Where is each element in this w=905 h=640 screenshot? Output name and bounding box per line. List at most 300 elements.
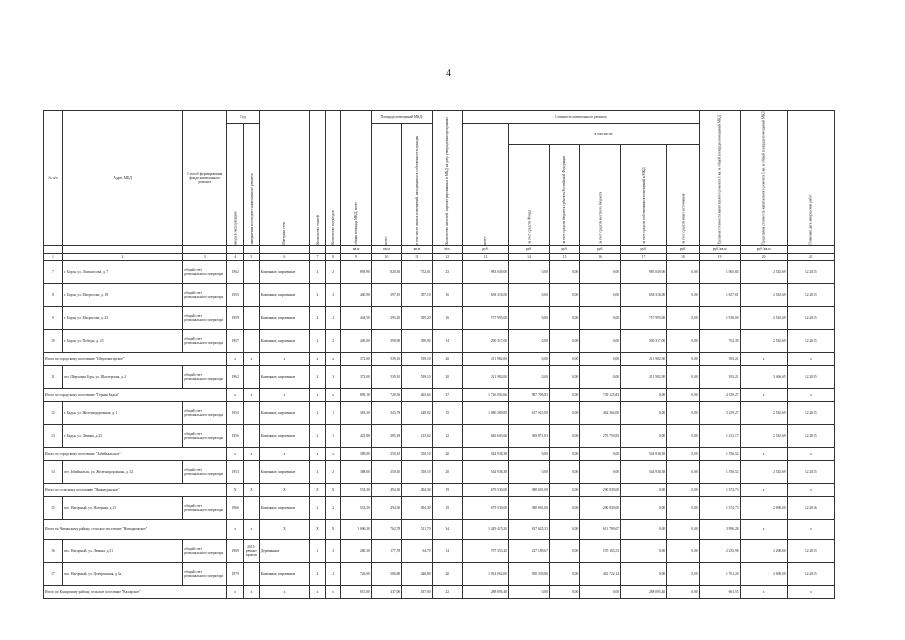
table-cell: x	[787, 388, 834, 401]
table-cell: 13	[44, 424, 63, 447]
table-cell: 1 918,00	[699, 306, 740, 329]
col-header-regional-budget: за счет средств бюджета субъекта Российской Федерации	[549, 144, 579, 245]
table-cell: 390,90	[371, 329, 401, 352]
table-cell: 15	[432, 401, 462, 424]
table-cell: 211 982,00	[621, 365, 667, 388]
table-cell: 1954	[227, 401, 244, 424]
capital-repair-table	[43, 110, 835, 599]
table-cell: 544 938,38	[462, 460, 508, 483]
col-header-entrances: Количество подъездов	[325, 111, 341, 246]
table-cell: 739 125,83	[580, 388, 621, 401]
subtotal-row	[44, 585, 835, 598]
table-cell: 539,10	[402, 352, 432, 365]
column-number-cell: 20	[740, 253, 787, 260]
units-cell-empty	[183, 245, 227, 253]
column-number-cell: 1	[44, 253, 63, 260]
table-cell: 0,00	[667, 460, 700, 483]
table-cell: 34	[432, 519, 462, 539]
table-cell: 679 530,00	[462, 496, 508, 519]
table-cell: 4 359,27	[699, 388, 740, 401]
subtotal-label: Итого по Каларскому району, сельское поселение "Каларское"	[44, 585, 227, 598]
subtotal-label: Итого по городскому поселению "Шерловогорское"	[44, 352, 227, 365]
table-cell: 983 049,00	[621, 260, 667, 283]
table-cell: 658 316,00	[462, 283, 508, 306]
table-cell: Каменные, кирпичные	[259, 306, 309, 329]
table-cell: 757 995,00	[462, 306, 508, 329]
table-cell: 211 982,00	[621, 352, 667, 365]
column-number-cell: 12	[432, 253, 462, 260]
table-cell: x	[227, 388, 244, 401]
table-cell: 0,00	[667, 483, 700, 496]
table-cell: x	[244, 585, 260, 598]
table-cell: 1956	[227, 424, 244, 447]
col-header-year-commission: ввода в эксплуатацию	[227, 124, 244, 246]
table-cell: 8	[44, 283, 63, 306]
column-number-cell: 3	[183, 253, 227, 260]
table-cell: 440,90	[341, 283, 371, 306]
table-cell: 211 982,00	[462, 365, 508, 388]
table-cell: x	[227, 585, 244, 598]
col-header-planned-date: Плановая дата завершения работ	[787, 111, 834, 246]
table-cell: 752,61	[402, 260, 432, 283]
table-cell: 0,00	[580, 306, 621, 329]
units-cell: руб.	[621, 245, 667, 253]
table-cell: 388,00	[341, 460, 371, 483]
table-cell: общий счет регионального оператора	[183, 460, 227, 483]
table-cell: 0,00	[667, 447, 700, 460]
column-number-cell: 21	[787, 253, 834, 260]
column-number-cell: 14	[509, 253, 550, 260]
table-cell: 0,00	[549, 539, 579, 562]
table-cell: 2 235,98	[699, 539, 740, 562]
units-cell-empty	[62, 245, 182, 253]
col-header-year: Год	[227, 111, 259, 124]
column-number-cell: 18	[667, 253, 700, 260]
table-cell: x	[787, 352, 834, 365]
table-cell: 2 545,69	[740, 401, 787, 424]
table-cell: 437,00	[371, 585, 401, 598]
units-cell-empty	[227, 245, 244, 253]
table-cell: пгт. Забайкальск, ул. Железнодорожная, д. 32	[62, 460, 182, 483]
table-cell: 288 095,40	[462, 585, 508, 598]
table-cell: общий счет регионального оператора	[183, 424, 227, 447]
col-header-owners: за счет средств собственников помещений в МКД	[621, 144, 667, 245]
table-cell: 12.2015	[787, 365, 834, 388]
table-cell: X	[259, 483, 309, 496]
table-cell: 590 339,86	[509, 562, 550, 585]
table-cell: 2	[310, 329, 326, 352]
table-cell: 215,62	[402, 424, 432, 447]
table-cell: общий счет регионального оператора	[183, 260, 227, 283]
table-cell: x	[259, 585, 309, 598]
table-cell: общий счет регионального оператора	[183, 306, 227, 329]
table-cell: 280,30	[341, 539, 371, 562]
table-cell: 0,00	[621, 388, 667, 401]
table-cell: x	[325, 447, 341, 460]
table-row	[44, 365, 835, 388]
table-cell: 350,10	[371, 460, 401, 483]
column-number-cell: 19	[699, 253, 740, 260]
table-cell: общий счет регионального оператора	[183, 283, 227, 306]
table-cell: 3 996,28	[699, 519, 740, 539]
table-cell	[244, 460, 260, 483]
table-cell: 762,78	[371, 519, 401, 539]
table-cell: 0,00	[549, 388, 579, 401]
table-cell: 395,20	[402, 306, 432, 329]
table-cell: Каменные, кирпичные	[259, 365, 309, 388]
units-cell-empty	[787, 245, 834, 253]
table-cell: 20	[432, 447, 462, 460]
table-cell: 20	[432, 365, 462, 388]
table-cell: 461 722,14	[580, 562, 621, 585]
table-cell: X	[325, 483, 341, 496]
table-cell: 0,00	[667, 401, 700, 424]
table-cell: 12.2015	[787, 283, 834, 306]
table-cell: 248,02	[402, 401, 432, 424]
table-cell: 0,00	[580, 352, 621, 365]
table-cell: Каменные, кирпичные	[259, 496, 309, 519]
table-cell: 463,64	[402, 388, 432, 401]
table-cell: 0,00	[667, 562, 700, 585]
table-cell: 1 726 092,66	[462, 388, 508, 401]
col-header-residents: Количество жителей, зарегистрированных в МКД на дату утверждения программы	[432, 111, 462, 246]
table-cell: X	[310, 519, 326, 539]
table-cell: 817 625,53	[509, 519, 550, 539]
table-cell: общий счет регионального оператора	[183, 562, 227, 585]
table-cell: 1953	[227, 460, 244, 483]
table-cell: 0,00	[621, 519, 667, 539]
subtotal-row	[44, 519, 835, 539]
table-cell: 12.2015	[787, 306, 834, 329]
col-header-area-group: Площадь помещений МКД:	[371, 111, 432, 124]
column-number-cell: 7	[310, 253, 326, 260]
table-cell: 0,00	[509, 329, 550, 352]
table-cell: 0,00	[509, 352, 550, 365]
table-cell: пгт. Шерловая Гора, ул. Шахтерская, д. 2	[62, 365, 182, 388]
table-cell: 369 871,83	[509, 424, 550, 447]
column-number-cell: 8	[325, 253, 341, 260]
table-cell: г. Борзя, ул. Ломоносова, д. 7	[62, 260, 182, 283]
table-cell: 0,00	[549, 352, 579, 365]
table-cell: пос. Нагорный, ул. Нагорная, д.13	[62, 496, 182, 519]
table-cell: x	[310, 585, 326, 598]
table-cell: 350,10	[402, 447, 432, 460]
table-cell: 388 691,00	[509, 496, 550, 519]
subtotal-label: Итого по сельскому поселению "Нижнедонское"	[44, 483, 227, 496]
units-cell: руб.	[580, 245, 621, 253]
column-number-cell: 11	[402, 253, 432, 260]
units-cell: кв.м	[402, 245, 432, 253]
table-cell: 2	[310, 424, 326, 447]
table-cell: 0,00	[509, 260, 550, 283]
table-cell: 19	[432, 496, 462, 519]
table-cell	[244, 496, 260, 519]
table-cell: 0,00	[621, 496, 667, 519]
table-cell: 20	[432, 352, 462, 365]
table-cell: 828,30	[371, 260, 401, 283]
table-cell: 0,00	[667, 424, 700, 447]
table-cell: Деревянные	[259, 539, 309, 562]
table-cell: 14	[44, 460, 63, 483]
column-number-cell: 17	[621, 253, 667, 260]
column-number-cell: 13	[462, 253, 508, 260]
table-row	[44, 260, 835, 283]
table-cell: 0,00	[667, 585, 700, 598]
column-number-cell: 9	[341, 253, 371, 260]
table-cell: 494,30	[371, 483, 401, 496]
units-cell: чел.	[432, 245, 462, 253]
table-cell: 0,00	[580, 447, 621, 460]
table-cell: 12	[432, 424, 462, 447]
table-cell: x	[227, 519, 244, 539]
table-cell: 0,00	[549, 496, 579, 519]
table-cell: 0,00	[549, 306, 579, 329]
table-cell: 2	[325, 496, 341, 519]
table-cell: общий счет регионального оператора	[183, 539, 227, 562]
subtotal-label: Итого по Читинскому району, сельское поселение "Новоднежское"	[44, 519, 227, 539]
table-cell: 425,88	[341, 424, 371, 447]
column-number-cell: 4	[227, 253, 244, 260]
subtotal-row	[44, 388, 835, 401]
table-cell: X	[310, 483, 326, 496]
table-cell: 397,10	[402, 283, 432, 306]
table-cell: 0,00	[549, 585, 579, 598]
table-cell: 0,00	[580, 460, 621, 483]
col-header-cost-all: всего	[462, 124, 508, 246]
col-header-cost-group: Стоимость капитального ремонта	[462, 111, 699, 124]
table-cell: 0,00	[667, 519, 700, 539]
table-cell: 12.2015	[787, 401, 834, 424]
col-header-local-budget: за счет средств местного бюджета	[580, 144, 621, 245]
table-cell: 0,00	[621, 424, 667, 447]
table-cell: x	[244, 447, 260, 460]
table-cell: 1969	[227, 539, 244, 562]
table-cell: 7	[44, 260, 63, 283]
col-header-limit-cost: Предельная стоимость капитального ремонта 1 кв. м общей площади помещений МКД	[740, 111, 787, 246]
table-row	[44, 424, 835, 447]
table-cell: 2	[310, 496, 326, 519]
table-cell: 2	[325, 329, 341, 352]
table-cell: 372,00	[341, 365, 371, 388]
column-number-cell: 16	[580, 253, 621, 260]
table-cell: x	[787, 519, 834, 539]
table-cell: 1 052 062,00	[462, 562, 508, 585]
table-cell: 1 374,73	[699, 483, 740, 496]
units-row	[44, 245, 835, 253]
units-cell-empty	[44, 245, 63, 253]
table-cell: 0,00	[509, 585, 550, 598]
table-cell: 0,00	[549, 460, 579, 483]
table-cell: 2 545,69	[740, 306, 787, 329]
table-cell: 12.2015	[787, 460, 834, 483]
table-cell	[244, 283, 260, 306]
table-cell: 0,00	[509, 365, 550, 388]
table-row	[44, 496, 835, 519]
table-cell: 390,90	[402, 329, 432, 352]
table-cell: 0,00	[549, 401, 579, 424]
table-cell: 9	[44, 306, 63, 329]
table-cell: x	[259, 352, 309, 365]
table-cell: 0,00	[580, 260, 621, 283]
table-cell: 1 065,84	[699, 260, 740, 283]
table-cell: 0,00	[667, 365, 700, 388]
table-row	[44, 329, 835, 352]
table-cell: 350,10	[371, 447, 401, 460]
subtotal-row	[44, 483, 835, 496]
table-cell: x	[787, 483, 834, 496]
table-row	[44, 539, 835, 562]
col-header-total-area: общая площадь МКД, всего	[341, 111, 371, 246]
table-cell: 0,00	[621, 401, 667, 424]
table-cell: x	[787, 585, 834, 598]
col-header-address: Адрес МКД	[62, 111, 182, 246]
column-numbers-row	[44, 253, 835, 260]
table-cell: 2	[310, 562, 326, 585]
table-cell: X	[259, 519, 309, 539]
table-cell: 2 690,00	[740, 562, 787, 585]
table-cell: 211 982,00	[462, 352, 508, 365]
units-cell: руб.	[509, 245, 550, 253]
table-cell: Каменные, кирпичные	[259, 283, 309, 306]
table-cell: общий счет регионального оператора	[183, 365, 227, 388]
table-cell: Каменные, кирпичные	[259, 562, 309, 585]
table-row	[44, 283, 835, 306]
table-cell: 350,10	[402, 460, 432, 483]
table-cell: 388 691,00	[509, 483, 550, 496]
table-cell: 27	[432, 388, 462, 401]
table-cell: 539,10	[402, 365, 432, 388]
table-cell: X	[227, 483, 244, 496]
units-cell-empty	[244, 245, 260, 253]
table-cell: общий счет регионального оператора	[183, 329, 227, 352]
table-cell: 437,00	[402, 585, 432, 598]
table-cell: 2 545,69	[740, 460, 787, 483]
table-cell: 2 545,69	[740, 329, 787, 352]
table-cell: 1	[310, 539, 326, 562]
table-cell: Каменные, кирпичные	[259, 460, 309, 483]
column-number-cell: 6	[259, 253, 309, 260]
table-cell: 177,78	[371, 539, 401, 562]
table-cell: x	[244, 352, 260, 365]
table-cell: 2 690,00	[740, 496, 787, 519]
table-cell: 3 259,27	[699, 401, 740, 424]
table-cell: 1959	[227, 306, 244, 329]
table-cell: x	[227, 447, 244, 460]
table-cell: 661,55	[699, 585, 740, 598]
table-row	[44, 401, 835, 424]
table-cell: 19	[432, 483, 462, 496]
table-cell: 0,00	[621, 539, 667, 562]
table-cell: 0,00	[580, 283, 621, 306]
table-cell: 2	[310, 283, 326, 306]
table-cell: 1 556,52	[699, 460, 740, 483]
table-cell: 393,21	[699, 365, 740, 388]
table-cell: 0,00	[549, 447, 579, 460]
table-cell: г. Бадья, ул. Железнодорожная, д. 1	[62, 401, 182, 424]
table-cell: 2013-ремонт кровли	[244, 539, 260, 562]
table-cell: 14	[432, 539, 462, 562]
table-cell: г. Борзя, ул. Матросова, д. 18	[62, 283, 182, 306]
table-cell: x	[244, 519, 260, 539]
table-cell: 343,78	[371, 401, 401, 424]
table-cell: 0,00	[549, 483, 579, 496]
table-cell: 10	[44, 329, 63, 352]
table-cell: x	[740, 519, 787, 539]
table-cell: 539,10	[371, 352, 401, 365]
table-cell: X	[325, 519, 341, 539]
col-header-floors: Количество этажей	[310, 111, 326, 246]
table-cell: 2	[325, 283, 341, 306]
table-cell: 3	[325, 539, 341, 562]
table-cell: 511,70	[402, 519, 432, 539]
table-cell: x	[740, 352, 787, 365]
table-cell: 570 163,53	[580, 539, 621, 562]
table-cell: 0,00	[549, 283, 579, 306]
table-cell: x	[310, 352, 326, 365]
column-number-cell: 5	[244, 253, 260, 260]
table-cell: 11	[44, 365, 63, 388]
table-cell: 2	[310, 460, 326, 483]
col-header-unit-cost: Удельная стоимость капитального ремонта 1 кв. м общей площади помещений МКД	[699, 111, 740, 246]
table-cell: 757 995,00	[621, 306, 667, 329]
table-cell: X	[244, 483, 260, 496]
table-cell: 658 316,00	[621, 283, 667, 306]
table-cell: 2	[325, 306, 341, 329]
table-cell	[244, 306, 260, 329]
table-cell	[244, 260, 260, 283]
table-cell: 64,70	[402, 539, 432, 562]
table-cell: 1	[325, 424, 341, 447]
table-cell: 23	[432, 260, 462, 283]
table-cell: 290 839,00	[580, 496, 621, 519]
column-number-cell: 15	[549, 253, 579, 260]
col-header-including: в том числе:	[509, 124, 700, 145]
table-cell: 0,00	[580, 365, 621, 388]
table-cell: 383,30	[341, 401, 371, 424]
table-cell: x	[325, 585, 341, 598]
table-cell: 1 556,52	[699, 447, 740, 460]
table-cell: 12.2015	[787, 562, 834, 585]
table-cell: 288 095,40	[621, 585, 667, 598]
table-cell: x	[740, 483, 787, 496]
table-cell: 12.2015	[787, 539, 834, 562]
table-cell: 1957	[227, 329, 244, 352]
units-cell: руб./кв.м	[740, 245, 787, 253]
table-cell: 2 545,69	[740, 283, 787, 306]
table-cell: 0,00	[580, 329, 621, 352]
table-cell: 494,30	[402, 483, 432, 496]
table-cell: общий счет регионального оператора	[183, 496, 227, 519]
table-cell: 15	[44, 496, 63, 519]
table-cell: 3	[325, 365, 341, 388]
table-cell: x	[740, 585, 787, 598]
table-cell: 2	[310, 260, 326, 283]
table-cell: x	[244, 388, 260, 401]
table-cell: 290 317,00	[621, 329, 667, 352]
table-cell: Каменные, кирпичные	[259, 401, 309, 424]
table-cell: 611 789,67	[580, 519, 621, 539]
table-cell: 544 938,38	[621, 447, 667, 460]
units-cell: руб.	[667, 245, 700, 253]
table-cell: 16	[432, 306, 462, 329]
table-cell: г. Борзя, ул. Матросова, д. 25	[62, 306, 182, 329]
table-cell: 0,00	[621, 483, 667, 496]
table-cell: 446,80	[402, 562, 432, 585]
table-cell: 2	[310, 401, 326, 424]
table-cell: Каменные, кирпичные	[259, 329, 309, 352]
column-number-cell: 10	[371, 253, 401, 260]
table-cell: 809,18	[341, 388, 371, 401]
